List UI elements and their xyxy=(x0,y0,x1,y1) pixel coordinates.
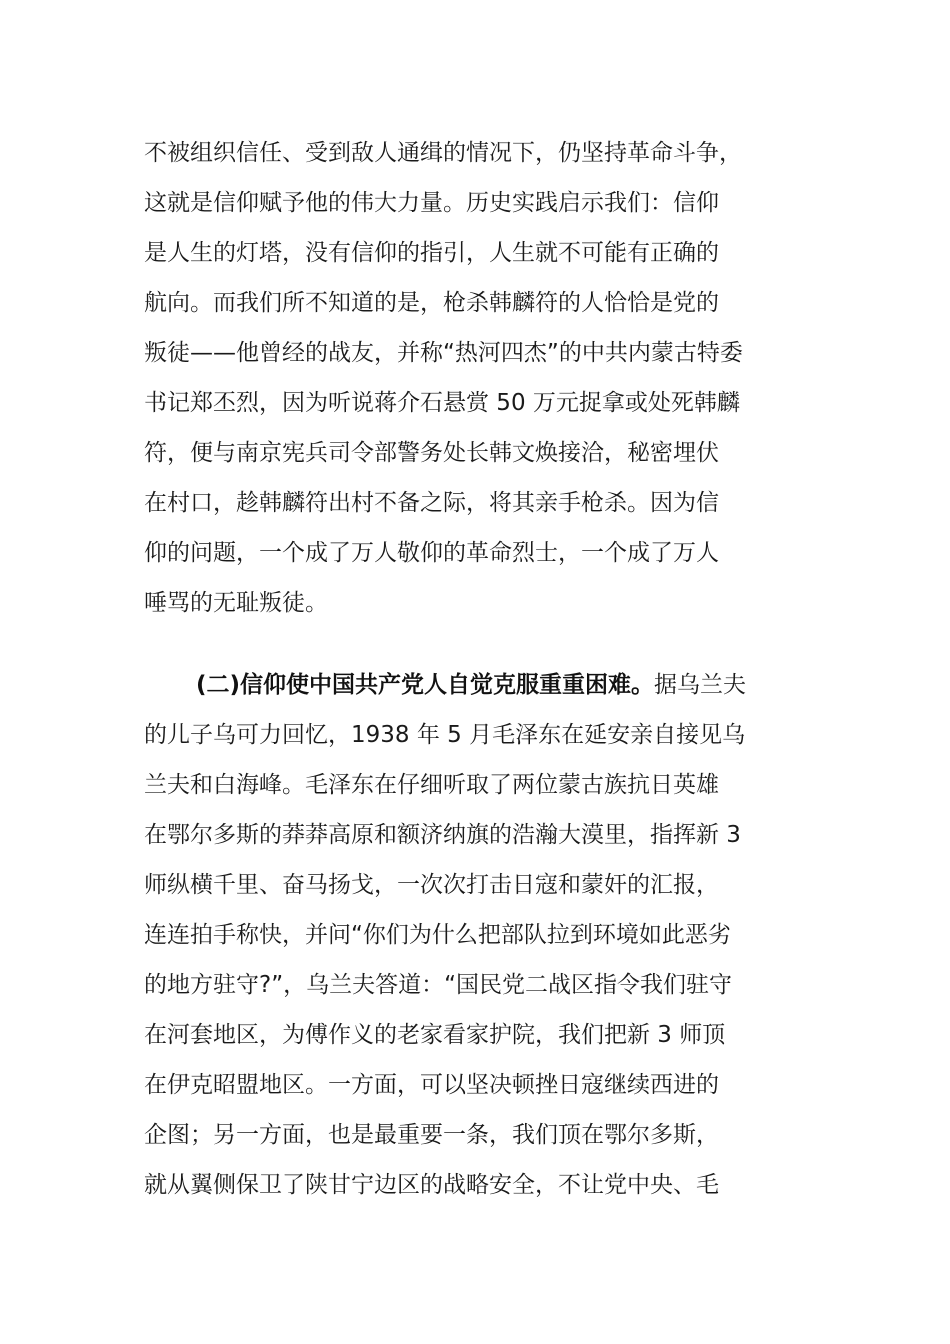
paragraph-1-line: 是人生的灯塔，没有信仰的指引，人生就不可能有正确的 xyxy=(144,240,719,266)
paragraph-2-line: 在伊克昭盟地区。一方面，可以坚决顿挫日寇继续西进的 xyxy=(144,1072,719,1098)
paragraph-2-line: 连连拍手称快，并问“你们为什么把部队拉到环境如此恶劣 xyxy=(144,922,731,948)
paragraph-1-line: 书记郑丕烈，因为听说蒋介石悬赏 50 万元捉拿或处死韩麟 xyxy=(144,390,740,416)
paragraph-2-line: 的地方驻守?”，乌兰夫答道：“国民党二战区指令我们驻守 xyxy=(144,972,733,998)
paragraph-2-line: 的儿子乌可力回忆，1938 年 5 月毛泽东在延安亲自接见乌 xyxy=(144,722,746,748)
section-heading: (二)信仰使中国共产党人自觉克服重重困难。 xyxy=(196,672,655,698)
paragraph-1-line: 符，便与南京宪兵司令部警务处长韩文焕接洽，秘密埋伏 xyxy=(144,440,719,466)
paragraph-2 xyxy=(144,660,824,1210)
paragraph-2-line: 师纵横千里、奋马扬戈，一次次打击日寇和蒙奸的汇报， xyxy=(144,872,719,898)
paragraph-1-line: 仰的问题，一个成了万人敬仰的革命烈士，一个成了万人 xyxy=(144,540,719,566)
paragraph-2-line: 就从翼侧保卫了陕甘宁边区的战略安全，不让党中央、毛 xyxy=(144,1172,719,1198)
paragraph-1-line: 航向。而我们所不知道的是，枪杀韩麟符的人恰恰是党的 xyxy=(144,290,719,316)
paragraph-1 xyxy=(144,128,824,628)
paragraph-1-line: 这就是信仰赋予他的伟大力量。历史实践启示我们：信仰 xyxy=(144,190,719,216)
paragraph-1-line: 不被组织信任、受到敌人通缉的情况下，仍坚持革命斗争， xyxy=(144,140,742,166)
paragraph-2-line: 企图；另一方面，也是最重要一条，我们顶在鄂尔多斯， xyxy=(144,1122,719,1148)
paragraph-2-first-line xyxy=(144,660,824,710)
paragraph-2-line: 在鄂尔多斯的莽莽高原和额济纳旗的浩瀚大漠里，指挥新 3 xyxy=(144,822,741,848)
paragraph-2-first-line-text: 据乌兰夫 xyxy=(654,672,747,698)
paragraph-1-line: 在村口，趁韩麟符出村不备之际，将其亲手枪杀。因为信 xyxy=(144,490,719,516)
paragraph-2-line: 在河套地区，为傅作义的老家看家护院，我们把新 3 师顶 xyxy=(144,1022,726,1048)
paragraph-1-line: 唾骂的无耻叛徒。 xyxy=(144,590,328,616)
paragraph-1-line: 叛徒——他曾经的战友，并称“热河四杰”的中共内蒙古特委 xyxy=(144,340,743,366)
paragraph-2-line: 兰夫和白海峰。毛泽东在仔细听取了两位蒙古族抗日英雄 xyxy=(144,772,719,798)
